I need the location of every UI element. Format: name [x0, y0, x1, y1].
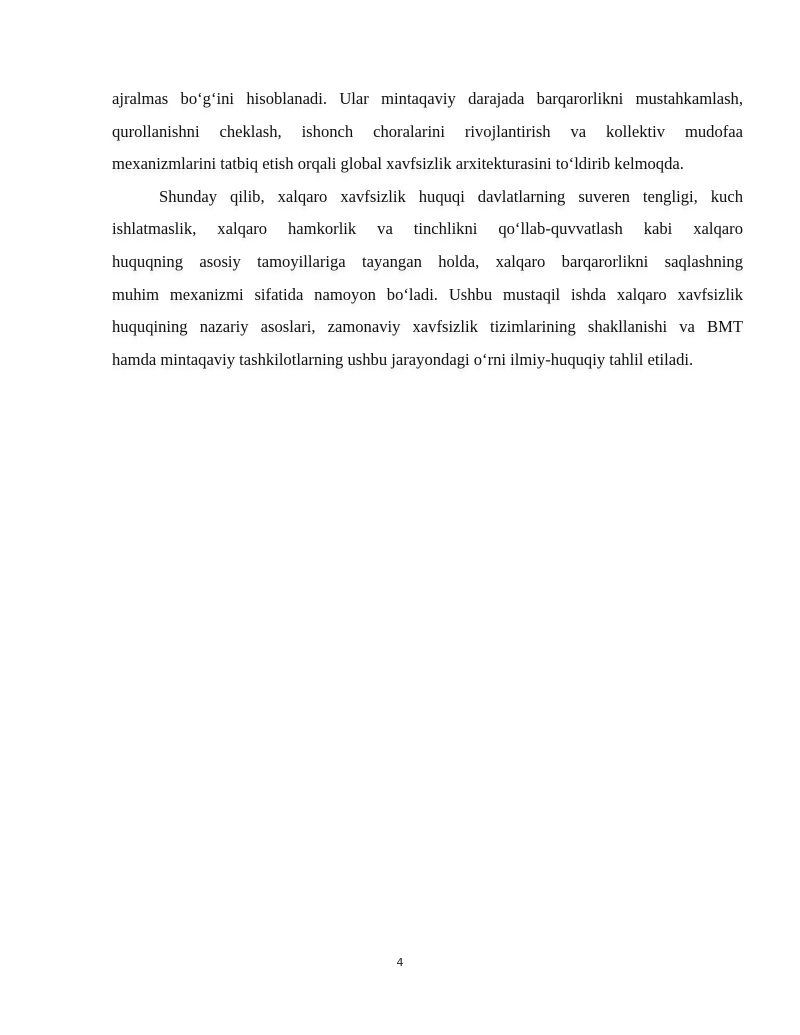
text-line: huquqning asosiy tamoyillariga tayangan holda, xalqaro barqarorlikni saqlashning — [112, 251, 743, 271]
text-line: ishlatmaslik, xalqaro hamkorlik va tinchlikni qo‘llab-quvvatlash kabi xalqaro — [112, 219, 743, 239]
paragraph-continuation — [112, 85, 743, 183]
text-line: Shunday qilib, xalqaro xavfsizlik huquqi davlatlarning suveren tengligi, kuch — [159, 186, 743, 206]
text-line: huquqining nazariy asoslari, zamonaviy xavfsizlik tizimlarining shakllanishi va BMT — [112, 317, 743, 337]
text-line: ajralmas bo‘g‘ini hisoblanadi. Ular mintaqaviy darajada barqarorlikni mustahkamlash, — [112, 89, 743, 108]
paragraph-conclusion — [112, 183, 743, 379]
text-line: qurollanishni cheklash, ishonch choralarini rivojlantirish va kollektiv mudofaa — [112, 121, 743, 141]
page-number: 4 — [396, 956, 404, 969]
body-text — [112, 85, 743, 378]
text-line: mexanizmlarini tatbiq etish orqali global xavfsizlik arxitekturasini to‘ldirib kelmoqda. — [112, 154, 684, 174]
text-line: hamda mintaqaviy tashkilotlarning ushbu jarayondagi o‘rni ilmiy-huquqiy tahlil etiladi. — [112, 349, 694, 369]
text-line: muhim mexanizmi sifatida namoyon bo‘ladi. Ushbu mustaqil ishda xalqaro xavfsizlik — [112, 284, 743, 304]
